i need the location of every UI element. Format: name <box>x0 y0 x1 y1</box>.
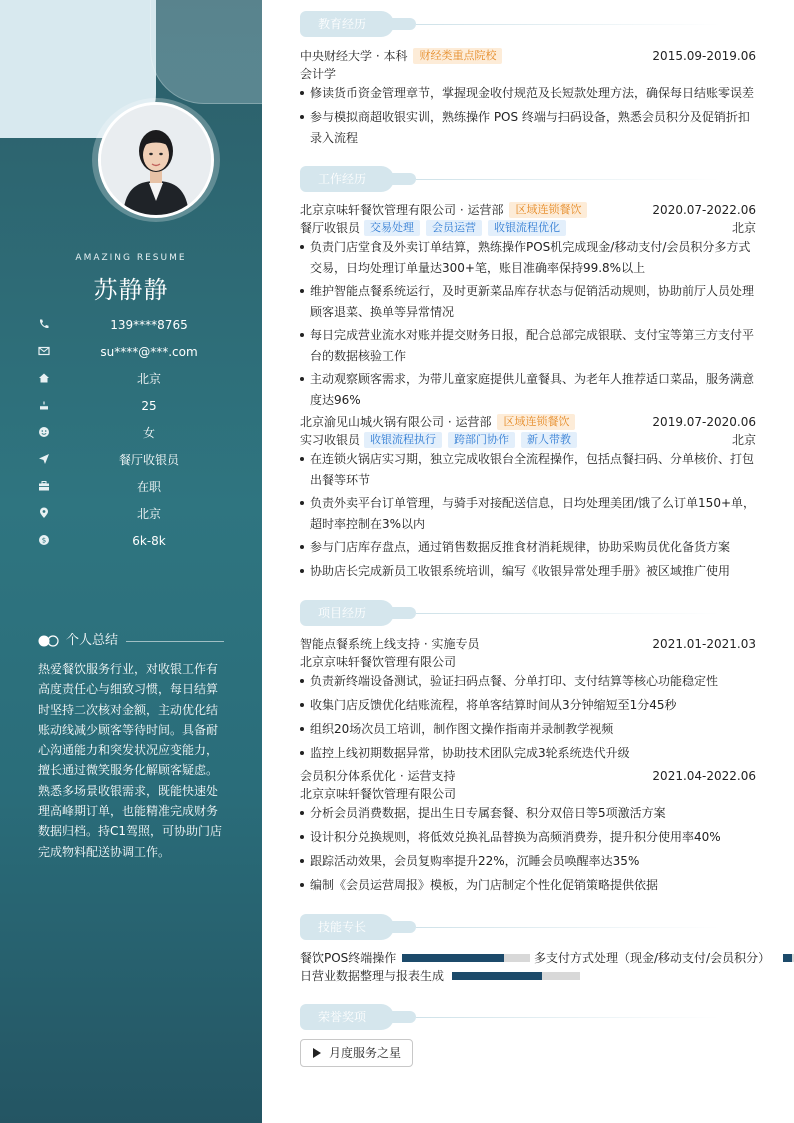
job-role-row <box>300 431 756 449</box>
job-bullet-text-cont: 超时率控制在3%以内 <box>310 516 426 531</box>
home-icon <box>38 372 50 384</box>
face-icon <box>38 426 50 438</box>
project-bullet: 分析会员消费数据，提出生日专属套餐、积分双倍日等5项激活方案 <box>300 803 756 824</box>
job-role-row <box>300 219 756 237</box>
job-dates: 2020.07-2022.06 <box>652 203 756 217</box>
skill-label: 多支付方式处理（现金/移动支付/会员积分） <box>534 951 771 965</box>
send-icon <box>38 453 50 465</box>
job-bullet <box>300 281 756 322</box>
skill-bar-fill <box>783 954 792 962</box>
status-value: 在职 <box>136 480 161 494</box>
skill-tag: 交易处理 <box>364 220 420 236</box>
job-bullet-text: 在连锁火锅店实习期，独立完成收银台全流程操作，包括点餐扫码、分单核价、打包 <box>310 452 755 466</box>
summary-line: 熟悉多场景收银需求，既能快速处 <box>38 783 219 798</box>
section-title-skills: 技能专长 <box>300 914 394 940</box>
project-dates: 2021.04-2022.06 <box>652 769 756 783</box>
info-age <box>38 397 240 415</box>
email-value: su****@***.com <box>100 345 198 359</box>
summary-line: 高度责任心与细致习惯，每日结算 <box>38 682 219 697</box>
project-dates: 2021.01-2021.03 <box>652 637 756 651</box>
job-tag: 区域连锁餐饮 <box>509 202 587 218</box>
target-city-value: 北京 <box>136 507 161 521</box>
section-title-project: 项目经历 <box>300 600 394 626</box>
award-label: 月度服务之星 <box>329 1046 402 1060</box>
section-title-work: 工作经历 <box>300 166 394 192</box>
job-company: 北京渝见山城火锅有限公司 · 运营部 <box>300 415 492 429</box>
info-gender <box>38 424 240 442</box>
info-status <box>38 478 240 496</box>
skill-tag: 收银流程执行 <box>364 432 442 448</box>
salary-value: 6k-8k <box>132 534 166 548</box>
resume-tagline: AMAZING RESUME <box>75 253 187 263</box>
education-bullet-text: 参与模拟商超收银实训，熟练操作 POS 终端与扫码设备，熟悉会员积分及促销折扣 <box>310 110 750 124</box>
skill-bar <box>783 954 794 962</box>
skill-tag: 跨部门协作 <box>448 432 515 448</box>
summary-line: 完成物料配送协调工作。 <box>38 844 171 859</box>
job-dates: 2019.07-2020.06 <box>652 415 756 429</box>
job-bullet-text: 负责门店堂食及外卖订单结算，熟练操作POS机完成现金/移动支付/会员积分多方式 <box>310 240 751 254</box>
job-header <box>300 413 756 431</box>
skill-bar-fill <box>452 972 542 980</box>
education-dates: 2015.09-2019.06 <box>652 49 756 63</box>
project-bullet: 组织20场次员工培训，制作图文操作指南并录制教学视频 <box>300 719 756 740</box>
info-email <box>38 343 240 361</box>
education-bullet <box>300 107 756 148</box>
job-bullet: 协助店长完成新员工收银系统培训，编写《收银异常处理手册》被区域推广使用 <box>300 561 756 582</box>
section-skills <box>300 914 720 940</box>
education-major: 会计学 <box>300 67 337 81</box>
skill-bar <box>452 972 580 980</box>
summary-heading <box>38 631 224 651</box>
summary-line: 账动线减少顾客等待时间。具备耐 <box>38 722 219 737</box>
job-tag: 区域连锁餐饮 <box>497 414 575 430</box>
info-salary <box>38 532 240 550</box>
hometown-value: 北京 <box>136 372 161 386</box>
job-role: 实习收银员 <box>300 433 361 447</box>
job-bullet-text-cont: 度达96% <box>310 392 361 407</box>
section-work <box>300 166 720 192</box>
job-bullet <box>300 325 756 366</box>
job-bullet <box>300 449 756 490</box>
section-line <box>416 179 720 180</box>
money-icon <box>38 534 50 546</box>
cake-icon <box>38 399 50 411</box>
project-org: 北京京味轩餐饮管理有限公司 <box>300 655 457 669</box>
education-bullet: 修读货币资金管理章节，掌握现金收付规范及长短款处理方法，确保每日结账零误差 <box>300 83 756 104</box>
summary-line: 时坚持二次核对金额，主动优化结 <box>38 702 219 717</box>
job-bullet <box>300 369 756 410</box>
skill-bar-fill <box>402 954 504 962</box>
summary-line: 心沟通能力和突发状况应变能力， <box>38 743 219 758</box>
job-bullet-text-cont: 交易，日均处理订单量达300+笔，账目准确率保持99.8%以上 <box>310 260 646 275</box>
school-tag: 财经类重点院校 <box>413 48 502 64</box>
section-line <box>416 1017 720 1018</box>
school-name: 中央财经大学 · 本科 <box>300 49 408 63</box>
summary-title: 个人总结 <box>66 633 119 648</box>
education-bullet-text-cont: 录入流程 <box>310 130 359 145</box>
age-value: 25 <box>141 399 157 413</box>
job-bullet <box>300 237 756 278</box>
info-phone <box>38 316 240 334</box>
briefcase-icon <box>38 480 50 492</box>
job-bullet <box>300 493 756 534</box>
skill-label: 餐饮POS终端操作 <box>300 951 397 965</box>
job-city: 北京 <box>731 221 756 235</box>
section-awards <box>300 1004 720 1030</box>
mail-icon <box>38 345 50 357</box>
location-icon <box>38 507 50 519</box>
job-city: 北京 <box>731 433 756 447</box>
job-bullet: 参与门店库存盘点，通过销售数据反推食材消耗规律，协助采购员优化备货方案 <box>300 537 756 558</box>
job-bullet-text: 主动观察顾客需求，为带儿童家庭提供儿童餐具、为老年人推荐适口菜品，服务满意 <box>310 372 755 386</box>
project-header <box>300 767 756 785</box>
project-bullet: 收集门店反馈优化结账流程，将单客结算时间从3分钟缩短至1分45秒 <box>300 695 756 716</box>
project-org: 北京京味轩餐饮管理有限公司 <box>300 787 457 801</box>
project-bullet: 设计积分兑换规则，将低效兑换礼品替换为高频消费券，提升积分使用率40% <box>300 827 756 848</box>
project-bullet: 跟踪活动效果，会员复购率提升22%，沉睡会员唤醒率达35% <box>300 851 756 872</box>
summary-line: 数据归档。持C1驾照，可协助门店 <box>38 824 223 839</box>
skill-tag: 收银流程优化 <box>488 220 566 236</box>
project-title: 智能点餐系统上线支持 · 实施专员 <box>300 637 480 651</box>
job-bullet-text: 每日完成营业流水对账并提交财务日报，配合总部完成银联、支付宝等第三方支付平 <box>310 328 755 342</box>
skill-tag: 会员运营 <box>426 220 482 236</box>
project-bullet: 编制《会员运营周报》模板，为门店制定个性化促销策略提供依据 <box>300 875 756 896</box>
section-line <box>416 927 720 928</box>
award-item <box>300 1039 413 1067</box>
job-bullet-text-cont: 出餐等环节 <box>310 472 371 487</box>
project-bullet: 监控上线初期数据异常，协助技术团队完成3轮系统迭代升级 <box>300 743 756 764</box>
section-title-awards: 荣誉奖项 <box>300 1004 394 1030</box>
info-target-city <box>38 505 240 523</box>
summary-text <box>38 659 224 862</box>
skill-label: 日营业数据整理与报表生成 <box>300 969 445 983</box>
section-dots-icon <box>38 635 60 647</box>
job-bullet-text: 负责外卖平台订单管理，与骑手对接配送信息，日均处理美团/饿了么订单150+单， <box>310 496 756 510</box>
section-line <box>416 24 720 25</box>
phone-icon <box>38 318 50 330</box>
skill-bar <box>402 954 530 962</box>
job-bullet-text: 维护智能点餐系统运行，及时更新菜品库存状态与促销活动规则，协助前厅人员处理 <box>310 284 755 298</box>
project-header <box>300 635 756 653</box>
job-company: 北京京味轩餐饮管理有限公司 · 运营部 <box>300 203 504 217</box>
phone-value: 139****8765 <box>110 318 188 332</box>
project-bullet: 负责新终端设备测试，验证扫码点餐、分单打印、支付结算等核心功能稳定性 <box>300 671 756 692</box>
svg-text:$: $ <box>41 536 47 545</box>
job-bullet-text-cont: 台的数据核验工作 <box>310 348 407 363</box>
summary-line: 理高峰期订单，也能精准完成财务 <box>38 804 219 819</box>
project-title: 会员积分体系优化 · 运营支持 <box>300 769 456 783</box>
section-education <box>300 11 720 37</box>
sidebar <box>0 0 262 1123</box>
skill-tag: 新人带教 <box>521 432 577 448</box>
candidate-name: 苏静静 <box>93 276 169 304</box>
education-header <box>300 47 756 65</box>
job-bullet-text-cont: 顾客退菜、换单等异常情况 <box>310 304 455 319</box>
portrait-photo <box>101 105 211 215</box>
summary-line: 擅长通过微笑服务化解顾客疑虑。 <box>38 763 219 778</box>
section-title-education: 教育经历 <box>300 11 394 37</box>
job-header <box>300 201 756 219</box>
target-job-value: 餐厅收银员 <box>118 453 179 467</box>
avatar <box>98 102 214 218</box>
section-line <box>416 613 720 614</box>
section-project <box>300 600 720 626</box>
play-triangle-icon <box>313 1048 321 1058</box>
info-target-job <box>38 451 240 469</box>
info-hometown <box>38 370 240 388</box>
summary-line: 热爱餐饮服务行业，对收银工作有 <box>38 662 219 676</box>
summary-divider <box>126 641 224 642</box>
gender-value: 女 <box>142 426 155 440</box>
corner-decoration-overlay <box>150 0 262 104</box>
job-role: 餐厅收银员 <box>300 221 361 235</box>
